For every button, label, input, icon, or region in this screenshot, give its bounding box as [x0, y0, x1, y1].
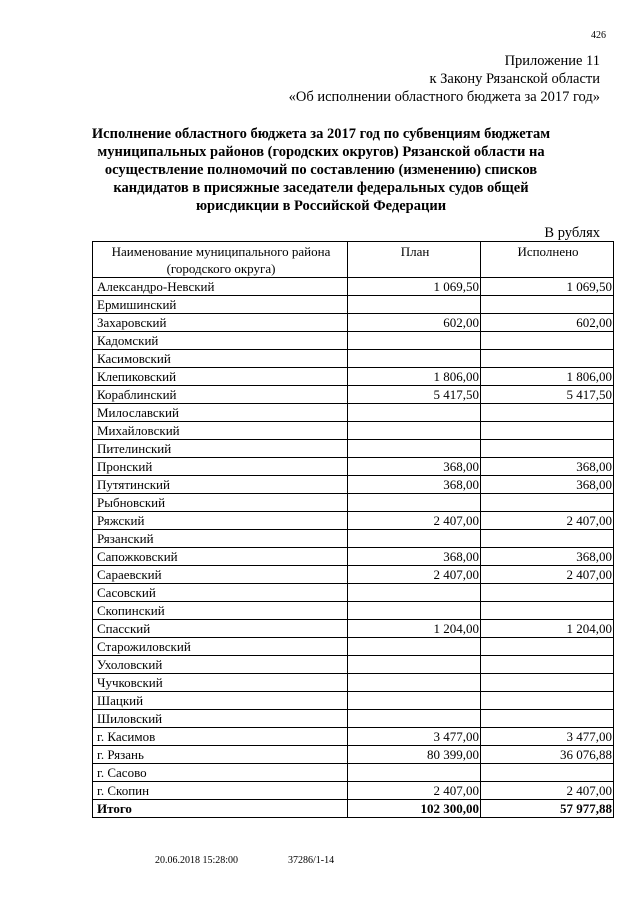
cell-plan: 368,00	[348, 548, 481, 566]
cell-plan: 2 407,00	[348, 782, 481, 800]
cell-plan: 1 204,00	[348, 620, 481, 638]
document-title	[90, 125, 552, 215]
table-row	[93, 638, 614, 656]
appendix-line-3: «Об исполнении областного бюджета за 2017 год»	[288, 89, 600, 105]
cell-name: Рыбновский	[93, 494, 348, 512]
cell-plan	[348, 692, 481, 710]
cell-name: г. Касимов	[93, 728, 348, 746]
cell-executed	[481, 494, 614, 512]
cell-plan	[348, 638, 481, 656]
table-row	[93, 422, 614, 440]
table-row	[93, 368, 614, 386]
cell-plan: 368,00	[348, 476, 481, 494]
cell-name: Шиловский	[93, 710, 348, 728]
table-row	[93, 566, 614, 584]
cell-plan: 5 417,50	[348, 386, 481, 404]
cell-name: Сасовский	[93, 584, 348, 602]
cell-name: Сапожковский	[93, 548, 348, 566]
cell-executed: 602,00	[481, 314, 614, 332]
cell-executed: 2 407,00	[481, 782, 614, 800]
cell-executed: 1 204,00	[481, 620, 614, 638]
table-row	[93, 692, 614, 710]
cell-executed: 36 076,88	[481, 746, 614, 764]
cell-executed: 2 407,00	[481, 512, 614, 530]
table-row	[93, 746, 614, 764]
cell-name: Милославский	[93, 404, 348, 422]
cell-name: г. Скопин	[93, 782, 348, 800]
cell-plan	[348, 764, 481, 782]
header-name-line-1: Наименование муниципального района	[111, 244, 331, 259]
title-line-1: Исполнение областного бюджета за 2017 год по субвенциям бюджетам	[91, 126, 551, 142]
cell-executed	[481, 404, 614, 422]
cell-executed	[481, 764, 614, 782]
table-row	[93, 764, 614, 782]
cell-plan	[348, 656, 481, 674]
table-row	[93, 350, 614, 368]
cell-name: Клепиковский	[93, 368, 348, 386]
cell-plan: 1 069,50	[348, 278, 481, 296]
footer-code: 37286/1-14	[288, 855, 335, 866]
cell-executed	[481, 350, 614, 368]
title-line-5: юрисдикции в Российской Федерации	[195, 198, 447, 214]
cell-name: Чучковский	[93, 674, 348, 692]
cell-name: Сараевский	[93, 566, 348, 584]
cell-name: Касимовский	[93, 350, 348, 368]
cell-name: Старожиловский	[93, 638, 348, 656]
cell-executed: 2 407,00	[481, 566, 614, 584]
cell-executed: 368,00	[481, 458, 614, 476]
budget-table	[92, 241, 614, 818]
table-row	[93, 530, 614, 548]
table-row	[93, 440, 614, 458]
cell-executed	[481, 602, 614, 620]
cell-name: Кадомский	[93, 332, 348, 350]
cell-name: Михайловский	[93, 422, 348, 440]
footer-date: 20.06.2018 15:28:00	[155, 855, 239, 866]
table-row	[93, 656, 614, 674]
table-row	[93, 458, 614, 476]
cell-name: г. Рязань	[93, 746, 348, 764]
header-name	[93, 242, 348, 278]
page-number: 426	[591, 30, 606, 41]
title-line-4: кандидатов в присяжные заседатели федеральных судов общей	[113, 180, 529, 196]
cell-name: Путятинский	[93, 476, 348, 494]
cell-plan	[348, 602, 481, 620]
cell-plan: 80 399,00	[348, 746, 481, 764]
table-row	[93, 476, 614, 494]
cell-executed	[481, 674, 614, 692]
cell-plan	[348, 404, 481, 422]
table-row	[93, 620, 614, 638]
cell-executed	[481, 530, 614, 548]
cell-name: Пронский	[93, 458, 348, 476]
cell-name: Пителинский	[93, 440, 348, 458]
units-label: В рублях	[544, 225, 600, 241]
table-row	[93, 674, 614, 692]
cell-plan	[348, 674, 481, 692]
total-executed: 57 977,88	[481, 800, 614, 818]
cell-name: Спасский	[93, 620, 348, 638]
cell-plan	[348, 710, 481, 728]
cell-plan: 1 806,00	[348, 368, 481, 386]
cell-name: Ермишинский	[93, 296, 348, 314]
table-row	[93, 602, 614, 620]
appendix-header	[289, 52, 600, 106]
cell-plan	[348, 530, 481, 548]
cell-plan: 602,00	[348, 314, 481, 332]
cell-executed	[481, 638, 614, 656]
table-row	[93, 728, 614, 746]
cell-name: Рязанский	[93, 530, 348, 548]
cell-executed	[481, 296, 614, 314]
appendix-line-2: к Закону Рязанской области	[429, 71, 600, 87]
cell-plan: 2 407,00	[348, 512, 481, 530]
total-plan: 102 300,00	[348, 800, 481, 818]
table-row	[93, 494, 614, 512]
table-row	[93, 512, 614, 530]
cell-plan: 2 407,00	[348, 566, 481, 584]
cell-name: Александро-Невский	[93, 278, 348, 296]
cell-name: г. Сасово	[93, 764, 348, 782]
title-line-2: муниципальных районов (городских округов) Рязанской области на	[97, 144, 545, 160]
cell-executed: 3 477,00	[481, 728, 614, 746]
table-row	[93, 278, 614, 296]
table-row	[93, 584, 614, 602]
cell-name: Скопинский	[93, 602, 348, 620]
total-name: Итого	[93, 800, 348, 818]
cell-plan	[348, 494, 481, 512]
cell-executed	[481, 332, 614, 350]
cell-plan	[348, 422, 481, 440]
header-name-line-2: (городского округа)	[166, 261, 276, 276]
cell-executed	[481, 692, 614, 710]
header-plan: План	[348, 242, 481, 278]
cell-executed	[481, 422, 614, 440]
table-row	[93, 404, 614, 422]
cell-name: Кораблинский	[93, 386, 348, 404]
cell-plan	[348, 440, 481, 458]
cell-plan: 368,00	[348, 458, 481, 476]
table-header-row	[93, 242, 614, 278]
cell-plan	[348, 350, 481, 368]
table-row	[93, 710, 614, 728]
cell-plan: 3 477,00	[348, 728, 481, 746]
table-total-row	[93, 800, 614, 818]
cell-name: Ряжский	[93, 512, 348, 530]
cell-executed	[481, 584, 614, 602]
title-line-3: осуществление полномочий по составлению (изменению) списков	[104, 162, 538, 178]
cell-plan	[348, 296, 481, 314]
table-row	[93, 548, 614, 566]
cell-executed: 5 417,50	[481, 386, 614, 404]
cell-plan	[348, 584, 481, 602]
appendix-line-1: Приложение 11	[504, 53, 600, 69]
cell-executed	[481, 440, 614, 458]
cell-executed: 368,00	[481, 476, 614, 494]
cell-executed: 1 069,50	[481, 278, 614, 296]
cell-name: Ухоловский	[93, 656, 348, 674]
table-row	[93, 296, 614, 314]
cell-executed	[481, 710, 614, 728]
cell-name: Захаровский	[93, 314, 348, 332]
table-row	[93, 386, 614, 404]
cell-executed: 368,00	[481, 548, 614, 566]
cell-plan	[348, 332, 481, 350]
table-row	[93, 782, 614, 800]
cell-executed	[481, 656, 614, 674]
table-row	[93, 332, 614, 350]
table-body	[93, 278, 614, 818]
table-row	[93, 314, 614, 332]
header-executed: Исполнено	[481, 242, 614, 278]
cell-name: Шацкий	[93, 692, 348, 710]
cell-executed: 1 806,00	[481, 368, 614, 386]
